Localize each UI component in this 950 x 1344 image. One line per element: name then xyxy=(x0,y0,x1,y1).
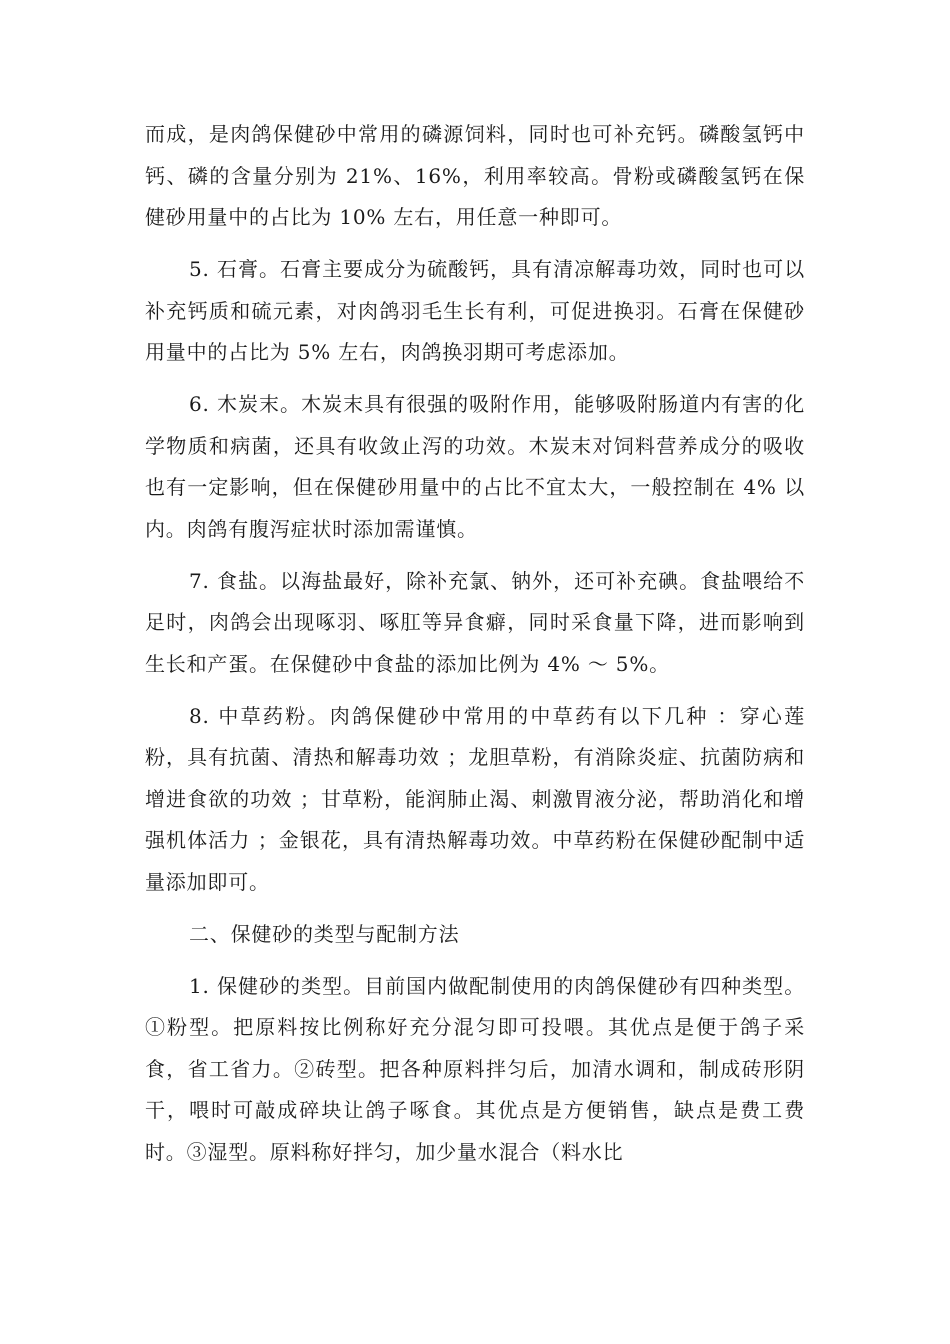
paragraph-herbal-powder: 8. 中草药粉。肉鸽保健砂中常用的中草药有以下几种 ：穿心莲粉，具有抗菌、清热和解毒功效 ；龙胆草粉，有消除炎症、抗菌防病和增进食欲的功效 ；甘草粉，能润肺止渴、刺激胃液分泌，帮助消化和增强机体活力 ；金银花，具有清热解毒功效。中草药粉在保健砂配制中适量添加即可。 xyxy=(145,703,805,894)
section-heading-types-and-methods: 二、保健砂的类型与配制方法 xyxy=(189,921,460,946)
paragraph-charcoal-powder: 6. 木炭末。木炭末具有很强的吸附作用，能够吸附肠道内有害的化学物质和病菌，还具有收敛止泻的功效。木炭末对饲料营养成分的吸收也有一定影响，但在保健砂用量中的占比不宜太大，一般控制在 4% 以内。肉鸽有腹泻症状时添加需谨慎。 xyxy=(145,392,805,541)
paragraph-gypsum: 5. 石膏。石膏主要成分为硫酸钙，具有清凉解毒功效，同时也可以补充钙质和硫元素，对肉鸽羽毛生长有利，可促进换羽。石膏在保健砂用量中的占比为 5% 左右，肉鸽换羽期可考虑添加。 xyxy=(145,257,805,364)
body-text xyxy=(145,114,805,1184)
paragraph-phosphorus-source: 而成，是肉鸽保健砂中常用的磷源饲料，同时也可补充钙。磷酸氢钙中钙、磷的含量分别为 21%、16%，利用率较高。骨粉或磷酸氢钙在保健砂用量中的占比为 10% 左右，用任意一种即可。 xyxy=(145,122,805,229)
paragraph-salt: 7. 食盐。以海盐最好，除补充氯、钠外，还可补充碘。食盐喂给不足时，肉鸽会出现啄羽、啄肛等异食癖，同时采食量下降，进而影响到生长和产蛋。在保健砂中食盐的添加比例为 4% ～ 5%。 xyxy=(145,568,805,676)
paragraph-health-sand-types: 1. 保健砂的类型。目前国内做配制使用的肉鸽保健砂有四种类型。①粉型。把原料按比例称好充分混匀即可投喂。其优点是便于鸽子采食，省工省力。②砖型。把各种原料拌匀后，加清水调和，制成砖形阴干，喂时可敲成碎块让鸽子啄食。其优点是方便销售，缺点是费工费时。③湿型。原料称好拌匀，加少量水混合（料水比 xyxy=(145,973,805,1164)
